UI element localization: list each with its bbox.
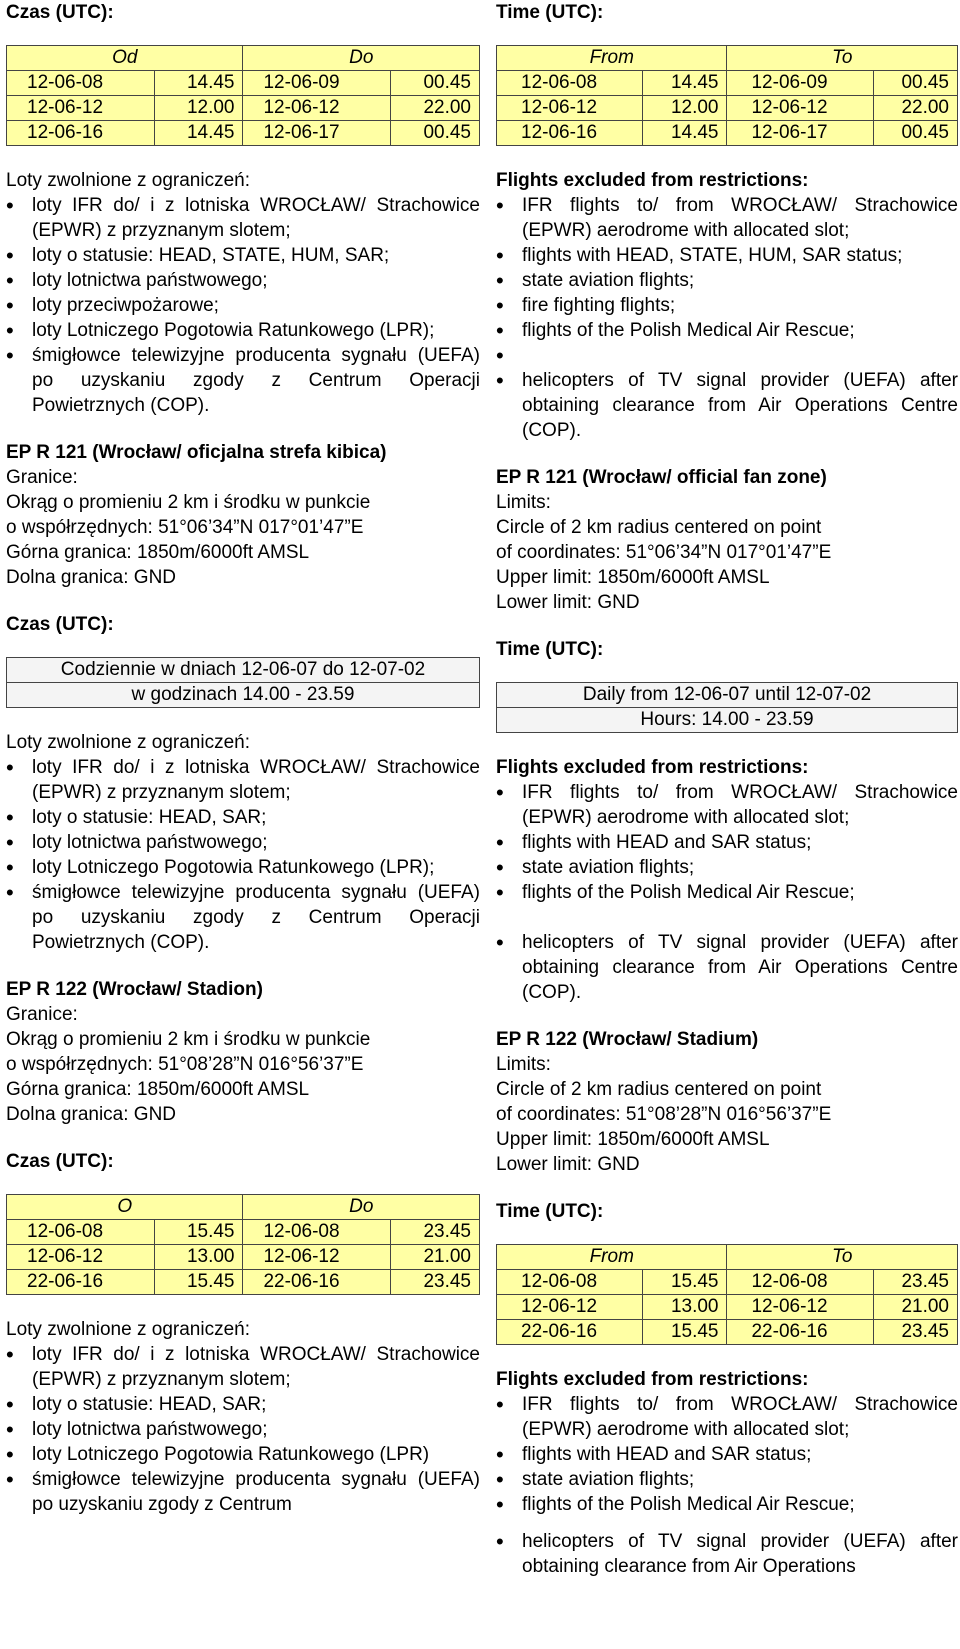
list-item: • flights with HEAD and SAR status; [496, 1442, 958, 1467]
excluded-heading: Flights excluded from restrictions: [496, 1369, 809, 1390]
list-item: • śmigłowce telewizyjne producenta sygnału (UEFA) po uzyskaniu zgody z Centrum [6, 1467, 480, 1517]
table-cell: 12-06-17 [727, 121, 873, 146]
excluded-heading: Loty zwolnione z ograniczeń: [6, 170, 250, 191]
table-cell: 12-06-08 [727, 1270, 873, 1295]
table-cell: 14.45 [154, 71, 243, 96]
time-slots-table-2 [496, 1244, 958, 1345]
excluded-list-2 [6, 755, 480, 955]
time-label: Czas (UTC): [6, 2, 114, 23]
time-label: Time (UTC): [496, 1201, 604, 1222]
list-item: • loty IFR do/ i z lotniska WROCŁAW/ Strachowice (EPWR) z przyznanym slotem; [6, 755, 480, 805]
excluded-list-3 [6, 1342, 480, 1517]
zone-title: EP R 121 (Wrocław/ official fan zone) [496, 467, 827, 488]
excluded-list-2 [496, 780, 958, 1005]
table-cell: 22.00 [391, 96, 480, 121]
time-slots-table-1 [496, 45, 958, 146]
zone-line: Upper limit: 1850m/6000ft AMSL [496, 567, 770, 588]
excluded-list-1 [496, 193, 958, 443]
list-item: • flights of the Polish Medical Air Rescue; [496, 318, 958, 343]
limits-label: Granice: [6, 1004, 78, 1025]
table-row [7, 121, 480, 146]
table-row [7, 1245, 480, 1270]
list-item: • flights with HEAD, STATE, HUM, SAR status; [496, 243, 958, 268]
limits-label: Limits: [496, 1054, 551, 1075]
list-item: • loty o statusie: HEAD, SAR; [6, 1392, 480, 1417]
zone-line: Górna granica: 1850m/6000ft AMSL [6, 542, 310, 563]
table-cell: 12-06-12 [7, 96, 155, 121]
empty-list-item [496, 343, 958, 368]
list-item: • helicopters of TV signal provider (UEFA) after obtaining clearance from Air Operations Centre (COP). [496, 368, 958, 443]
zone-line: Lower limit: GND [496, 592, 640, 613]
list-item: • loty Lotniczego Pogotowia Ratunkowego (LPR); [6, 318, 480, 343]
zone-line: o współrzędnych: 51°08’28”N 016°56’37”E [6, 1054, 364, 1075]
list-item: • flights of the Polish Medical Air Rescue; [496, 880, 958, 905]
list-item: • loty przeciwpożarowe; [6, 293, 480, 318]
table-cell: 12-06-08 [243, 1220, 391, 1245]
table-row [7, 1270, 480, 1295]
list-item: • fire fighting flights; [496, 293, 958, 318]
english-column [496, 0, 958, 1579]
list-item: • helicopters of TV signal provider (UEFA) after obtaining clearance from Air Operations Centre (COP). [496, 930, 958, 1005]
time-slots-table-1 [6, 45, 480, 146]
daily-schedule [6, 657, 480, 708]
list-item: • state aviation flights; [496, 855, 958, 880]
table-cell: 23.45 [873, 1270, 957, 1295]
table-cell: 22-06-16 [243, 1270, 391, 1295]
list-item: • loty Lotniczego Pogotowia Ratunkowego (LPR) [6, 1442, 480, 1467]
table-cell: 23.45 [391, 1270, 480, 1295]
zone-line: o współrzędnych: 51°06’34”N 017°01’47”E [6, 517, 364, 538]
list-item: • loty Lotniczego Pogotowia Ratunkowego (LPR); [6, 855, 480, 880]
time-label: Time (UTC): [496, 2, 604, 23]
zone-line: Okrąg o promieniu 2 km i środku w punkcie [6, 492, 371, 513]
table-cell: 21.00 [873, 1295, 957, 1320]
table-cell: 23.45 [391, 1220, 480, 1245]
table-row [497, 71, 958, 96]
zone-line: Circle of 2 km radius centered on point [496, 517, 822, 538]
table-cell: 12-06-16 [7, 121, 155, 146]
table-cell: 15.45 [643, 1320, 727, 1345]
list-item: • loty IFR do/ i z lotniska WROCŁAW/ Strachowice (EPWR) z przyznanym slotem; [6, 193, 480, 243]
table-row [7, 1220, 480, 1245]
table-cell: 12-06-12 [243, 1245, 391, 1270]
table-cell: 22.00 [873, 96, 957, 121]
table-row [497, 96, 958, 121]
table-cell: 12-06-09 [243, 71, 391, 96]
zone-line: Upper limit: 1850m/6000ft AMSL [496, 1129, 770, 1150]
list-item: • IFR flights to/ from WROCŁAW/ Strachowice (EPWR) aerodrome with allocated slot; [496, 780, 958, 830]
table-cell: 12-06-09 [727, 71, 873, 96]
table-header-from: From [497, 46, 727, 71]
zone-line: of coordinates: 51°06’34”N 017°01’47”E [496, 542, 832, 563]
excluded-heading: Loty zwolnione z ograniczeń: [6, 732, 250, 753]
daily-hours: w godzinach 14.00 - 23.59 [7, 683, 480, 708]
table-cell: 12-06-12 [727, 96, 873, 121]
table-cell: 12-06-08 [7, 71, 155, 96]
table-cell: 15.45 [154, 1270, 243, 1295]
table-cell: 22-06-16 [7, 1270, 155, 1295]
zone-title: EP R 122 (Wrocław/ Stadium) [496, 1029, 759, 1050]
list-item: • state aviation flights; [496, 1467, 958, 1492]
list-item: • loty lotnictwa państwowego; [6, 1417, 480, 1442]
zone-line: Górna granica: 1850m/6000ft AMSL [6, 1079, 310, 1100]
table-cell: 12-06-08 [497, 71, 643, 96]
table-row [497, 1270, 958, 1295]
table-header-to: Do [243, 46, 480, 71]
table-row [7, 96, 480, 121]
table-cell: 12-06-12 [727, 1295, 873, 1320]
zone-line: of coordinates: 51°08’28”N 016°56’37”E [496, 1104, 832, 1125]
list-item: • IFR flights to/ from WROCŁAW/ Strachowice (EPWR) aerodrome with allocated slot; [496, 1392, 958, 1442]
zone-line: Circle of 2 km radius centered on point [496, 1079, 822, 1100]
table-cell: 14.45 [643, 71, 727, 96]
table-cell: 12-06-12 [7, 1245, 155, 1270]
table-cell: 15.45 [643, 1270, 727, 1295]
table-header-to: Do [243, 1195, 480, 1220]
list-item: • state aviation flights; [496, 268, 958, 293]
daily-range: Daily from 12-06-07 until 12-07-02 [497, 683, 958, 708]
table-header-to: To [727, 1245, 958, 1270]
table-cell: 12-06-12 [497, 1295, 643, 1320]
table-cell: 00.45 [391, 71, 480, 96]
list-item: • flights with HEAD and SAR status; [496, 830, 958, 855]
list-item: • loty lotnictwa państwowego; [6, 830, 480, 855]
list-item: • loty o statusie: HEAD, SAR; [6, 805, 480, 830]
table-row [497, 1295, 958, 1320]
table-cell: 12.00 [154, 96, 243, 121]
table-header-from: Od [7, 46, 243, 71]
table-cell: 12-06-12 [497, 96, 643, 121]
table-cell: 15.45 [154, 1220, 243, 1245]
time-slots-table-2 [6, 1194, 480, 1295]
excluded-heading: Flights excluded from restrictions: [496, 170, 809, 191]
table-cell: 12-06-12 [243, 96, 391, 121]
zone-line: Dolna granica: GND [6, 1104, 177, 1125]
table-row [497, 121, 958, 146]
table-cell: 12-06-08 [7, 1220, 155, 1245]
time-label: Time (UTC): [496, 639, 604, 660]
table-header-from: From [497, 1245, 727, 1270]
excluded-list-3 [496, 1392, 958, 1579]
list-item: • śmigłowce telewizyjne producenta sygnału (UEFA) po uzyskaniu zgody z Centrum Operacji Powietrznych (COP). [6, 880, 480, 955]
table-cell: 22-06-16 [497, 1320, 643, 1345]
table-cell: 13.00 [154, 1245, 243, 1270]
list-item: • śmigłowce telewizyjne producenta sygnału (UEFA) po uzyskaniu zgody z Centrum Operacji Powietrznych (COP). [6, 343, 480, 418]
table-cell: 14.45 [154, 121, 243, 146]
list-item: • flights of the Polish Medical Air Rescue; [496, 1492, 958, 1517]
table-cell: 12-06-17 [243, 121, 391, 146]
list-item: • loty lotnictwa państwowego; [6, 268, 480, 293]
zone-line: Dolna granica: GND [6, 567, 177, 588]
table-cell: 00.45 [391, 121, 480, 146]
table-header-from: O [7, 1195, 243, 1220]
table-row [497, 1320, 958, 1345]
table-cell: 00.45 [873, 121, 957, 146]
limits-label: Granice: [6, 467, 78, 488]
table-header-to: To [727, 46, 958, 71]
list-item: • IFR flights to/ from WROCŁAW/ Strachowice (EPWR) aerodrome with allocated slot; [496, 193, 958, 243]
excluded-list-1 [6, 193, 480, 418]
zone-title: EP R 122 (Wrocław/ Stadion) [6, 979, 263, 1000]
daily-schedule [496, 682, 958, 733]
list-item: • helicopters of TV signal provider (UEFA) after obtaining clearance from Air Operations [496, 1529, 958, 1579]
table-row [7, 71, 480, 96]
table-cell: 21.00 [391, 1245, 480, 1270]
table-cell: 14.45 [643, 121, 727, 146]
table-cell: 00.45 [873, 71, 957, 96]
daily-range: Codziennie w dniach 12-06-07 do 12-07-02 [7, 658, 480, 683]
excluded-heading: Flights excluded from restrictions: [496, 757, 809, 778]
time-label: Czas (UTC): [6, 1151, 114, 1172]
zone-title: EP R 121 (Wrocław/ oficjalna strefa kibica) [6, 442, 387, 463]
limits-label: Limits: [496, 492, 551, 513]
list-item: • loty IFR do/ i z lotniska WROCŁAW/ Strachowice (EPWR) z przyznanym slotem; [6, 1342, 480, 1392]
daily-hours: Hours: 14.00 - 23.59 [497, 708, 958, 733]
table-cell: 12-06-16 [497, 121, 643, 146]
excluded-heading: Loty zwolnione z ograniczeń: [6, 1319, 250, 1340]
zone-line: Lower limit: GND [496, 1154, 640, 1175]
table-cell: 12-06-08 [497, 1270, 643, 1295]
table-cell: 13.00 [643, 1295, 727, 1320]
list-item: • loty o statusie: HEAD, STATE, HUM, SAR; [6, 243, 480, 268]
zone-line: Okrąg o promieniu 2 km i środku w punkcie [6, 1029, 371, 1050]
table-cell: 12.00 [643, 96, 727, 121]
table-cell: 22-06-16 [727, 1320, 873, 1345]
polish-column [6, 0, 480, 1517]
table-cell: 23.45 [873, 1320, 957, 1345]
time-label: Czas (UTC): [6, 614, 114, 635]
